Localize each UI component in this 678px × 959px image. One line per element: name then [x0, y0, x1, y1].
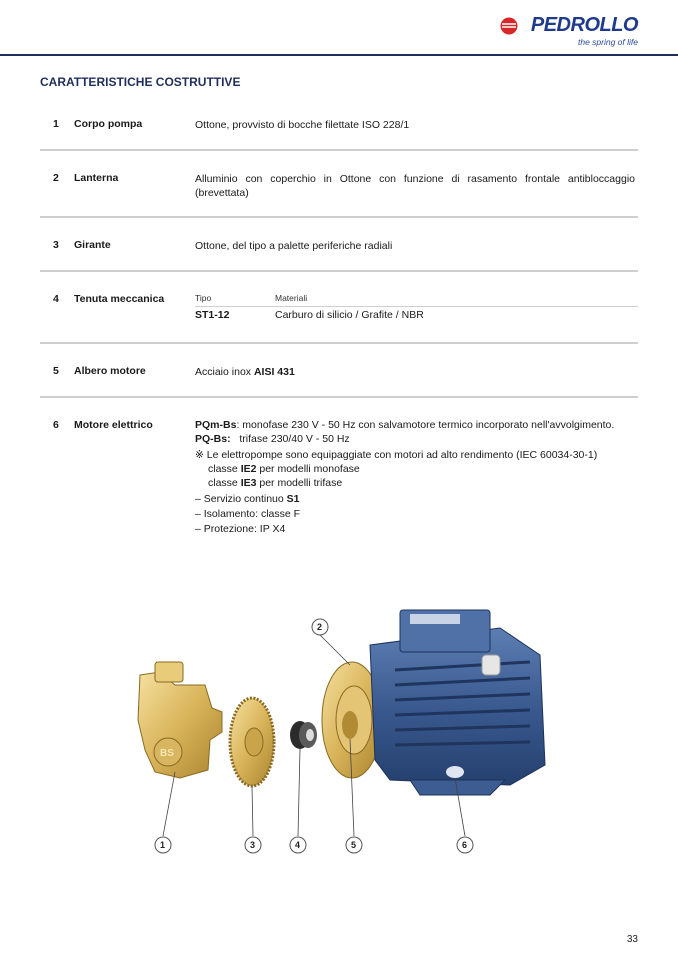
pump-body-part	[138, 662, 222, 778]
row-label: Motore elettrico	[74, 419, 153, 431]
callout-3-label: 3	[250, 840, 256, 850]
motor-protection-bullet: – Protezione: IP X4	[195, 523, 286, 535]
motor-single-phase	[195, 419, 614, 431]
pedrollo-logo	[498, 14, 638, 50]
callout-4	[290, 837, 306, 853]
duty-text: – Servizio continuo	[195, 493, 287, 505]
callout-2-label: 2	[317, 622, 323, 632]
seal-tipo-value: ST1-12	[195, 309, 230, 321]
electric-motor-part	[370, 610, 545, 795]
brand-name: PEDROLLO	[530, 14, 638, 36]
row-divider	[40, 270, 638, 272]
callout-5-label: 5	[351, 840, 357, 850]
row-divider	[40, 216, 638, 218]
mechanical-seal-part	[290, 721, 317, 749]
row-number: 4	[53, 293, 59, 305]
page-header	[0, 0, 678, 56]
row-divider	[40, 149, 638, 151]
pqm-label: PQm-Bs	[195, 419, 237, 431]
row-label: Girante	[74, 239, 111, 251]
row-description: Ottone, del tipo a palette periferiche radiali	[195, 240, 393, 252]
row-number: 2	[53, 172, 59, 184]
row-number: 3	[53, 239, 59, 251]
motor-ie2-line	[208, 463, 360, 475]
row-label: Corpo pompa	[74, 118, 143, 130]
pump-exploded-illustration	[120, 600, 560, 870]
callout-2	[312, 619, 328, 635]
row-number: 1	[53, 118, 59, 130]
row-description: Alluminio con coperchio in Ottone con funzione di rasamento frontale antibloccaggio (brevettata)	[195, 173, 635, 199]
brand-tagline: the spring of life	[577, 37, 638, 47]
callout-5	[346, 837, 362, 853]
pq-label: PQ-Bs:	[195, 433, 231, 445]
pqm-text: : monofase 230 V - 50 Hz con salvamotore termico incorporato nell'avvolgimento.	[236, 419, 615, 431]
motor-insulation-bullet: – Isolamento: classe F	[195, 508, 301, 520]
duty-class: S1	[286, 493, 300, 505]
pq-text: trifase 230/40 V - 50 Hz	[239, 433, 350, 445]
seal-col-materiali: Materiali	[275, 293, 308, 303]
ie2-class: IE2	[240, 463, 257, 475]
callout-1	[155, 837, 171, 853]
seal-col-tipo: Tipo	[195, 293, 212, 303]
motor-duty-bullet	[195, 493, 299, 505]
shaft-grade: AISI 431	[253, 366, 295, 378]
ie2-suffix: per modelli monofase	[256, 463, 360, 475]
row-description: Ottone, provvisto di bocche filettate ISO 228/1	[195, 119, 410, 131]
row-number: 5	[53, 365, 59, 377]
shaft-material: Acciaio inox	[195, 366, 254, 378]
section-title: CARATTERISTICHE COSTRUTTIVE	[40, 75, 241, 89]
motor-ie3-line	[208, 477, 342, 489]
row-number: 6	[53, 419, 59, 431]
callout-1-label: 1	[160, 840, 166, 850]
body-stamp: BS	[160, 748, 174, 759]
row-divider	[40, 342, 638, 344]
callout-6	[457, 837, 473, 853]
note-text: Le elettropompe sono equipaggiate con motori ad alto rendimento (IEC 60034-30-1)	[206, 449, 598, 461]
callout-6-label: 6	[462, 840, 468, 850]
ie3-suffix: per modelli trifase	[256, 477, 343, 489]
ie3-prefix: classe	[208, 477, 241, 489]
logo-droplet-icon	[500, 17, 518, 35]
ie2-prefix: classe	[208, 463, 241, 475]
ie3-class: IE3	[240, 477, 257, 489]
motor-efficiency-note	[195, 449, 597, 461]
callout-3	[245, 837, 261, 853]
row-divider	[40, 396, 638, 398]
impeller-part	[230, 698, 274, 786]
row-label: Albero motore	[74, 365, 146, 377]
callout-4-label: 4	[295, 840, 301, 850]
row-label: Tenuta meccanica	[74, 293, 165, 305]
row-description	[195, 365, 635, 379]
page-number: 33	[626, 934, 638, 945]
motor-three-phase	[195, 433, 350, 445]
row-label: Lanterna	[74, 172, 119, 184]
seal-sub-divider	[195, 306, 638, 307]
seal-materiali-value: Carburo di silicio / Grafite / NBR	[275, 309, 424, 321]
header-rule	[0, 54, 678, 56]
note-mark-icon: ※	[195, 449, 204, 461]
